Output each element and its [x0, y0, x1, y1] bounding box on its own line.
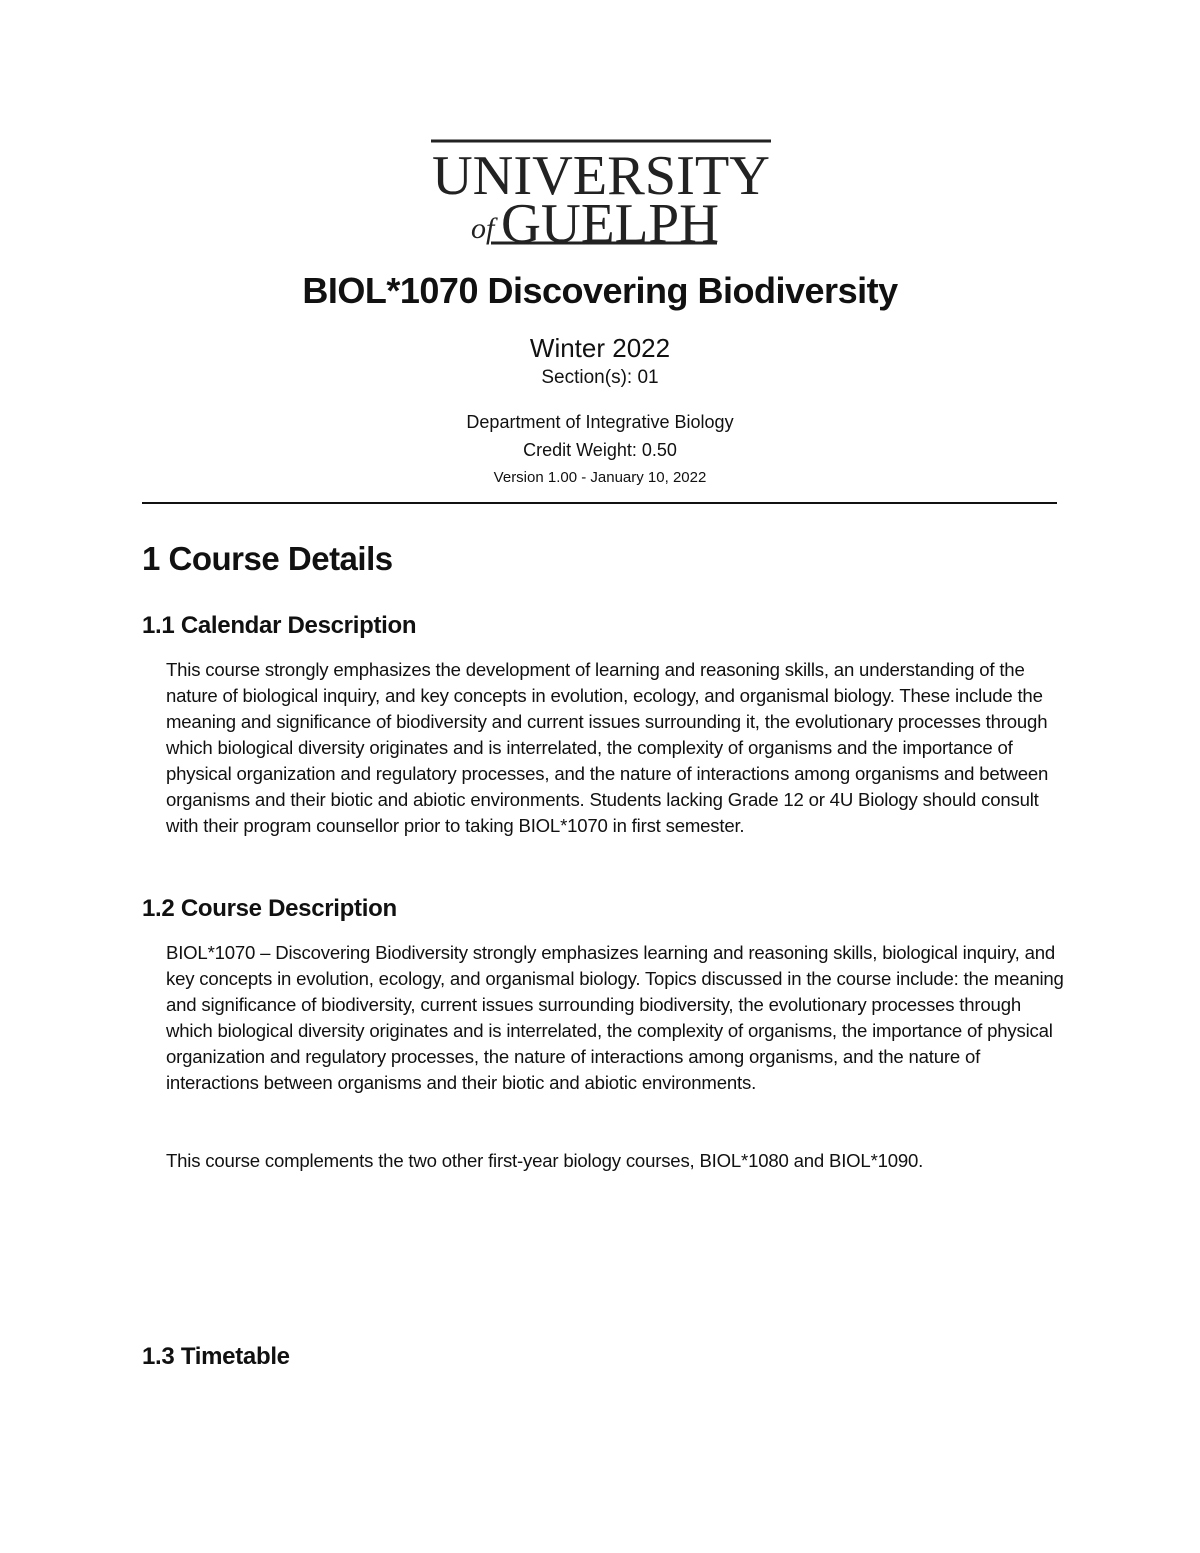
term: Winter 2022: [529, 333, 671, 363]
credit-weight: Credit Weight: 0.50: [523, 440, 677, 460]
subsection-heading-timetable: 1.3 Timetable: [142, 1343, 290, 1370]
department: Department of Integrative Biology: [466, 412, 734, 432]
subsection-heading-course-description: 1.2 Course Description: [142, 895, 397, 922]
version: Version 1.00 - January 10, 2022: [493, 469, 707, 486]
logo-line1: UNIVERSITY: [432, 145, 770, 207]
sections: Section(s): 01: [541, 367, 659, 388]
course-description-paragraph-1: BIOL*1070 – Discovering Biodiversity strongly emphasizes learning and reasoning skills, biological inquiry, and key concepts in evolution, ecology, and organismal biology. Topics discussed in the course include: the meaning and significance of biodiversity, current issues surrounding biodiversity, the evolutionary processes through which biological diversity originates and is interrelated, the complexity of organisms, the importance of physical organization and regulatory processes, the nature of interactions among organisms, and the nature of interactions between organisms and their biotic and abiotic environments.: [166, 942, 1064, 1093]
calendar-description-text: This course strongly emphasizes the development of learning and reasoning skills, an understanding of the nature of biological inquiry, and key concepts in evolution, ecology, and organismal biology. These include the meaning and significance of biodiversity and current issues surrounding it, the evolutionary processes through which biological diversity originates and is interrelated, the complexity of organisms and the importance of physical organization and regulatory processes, and the nature of interactions among organisms and between organisms and their biotic and abiotic environments. Students lacking Grade 12 or 4U Biology should consult with their program counsellor prior to taking BIOL*1070 in first semester.: [166, 659, 1049, 836]
subsection-heading-calendar-description: 1.1 Calendar Description: [142, 612, 417, 639]
logo-line2: GUELPH: [501, 193, 719, 248]
logo-of: of: [471, 212, 495, 245]
header-divider: [142, 502, 1057, 504]
section-heading-course-details: 1 Course Details: [142, 540, 393, 577]
course-description-paragraph-2: This course complements the two other first-year biology courses, BIOL*1080 and BIOL*1090.: [166, 1150, 924, 1171]
course-title: BIOL*1070 Discovering Biodiversity: [302, 270, 898, 311]
university-logo: [429, 138, 774, 248]
